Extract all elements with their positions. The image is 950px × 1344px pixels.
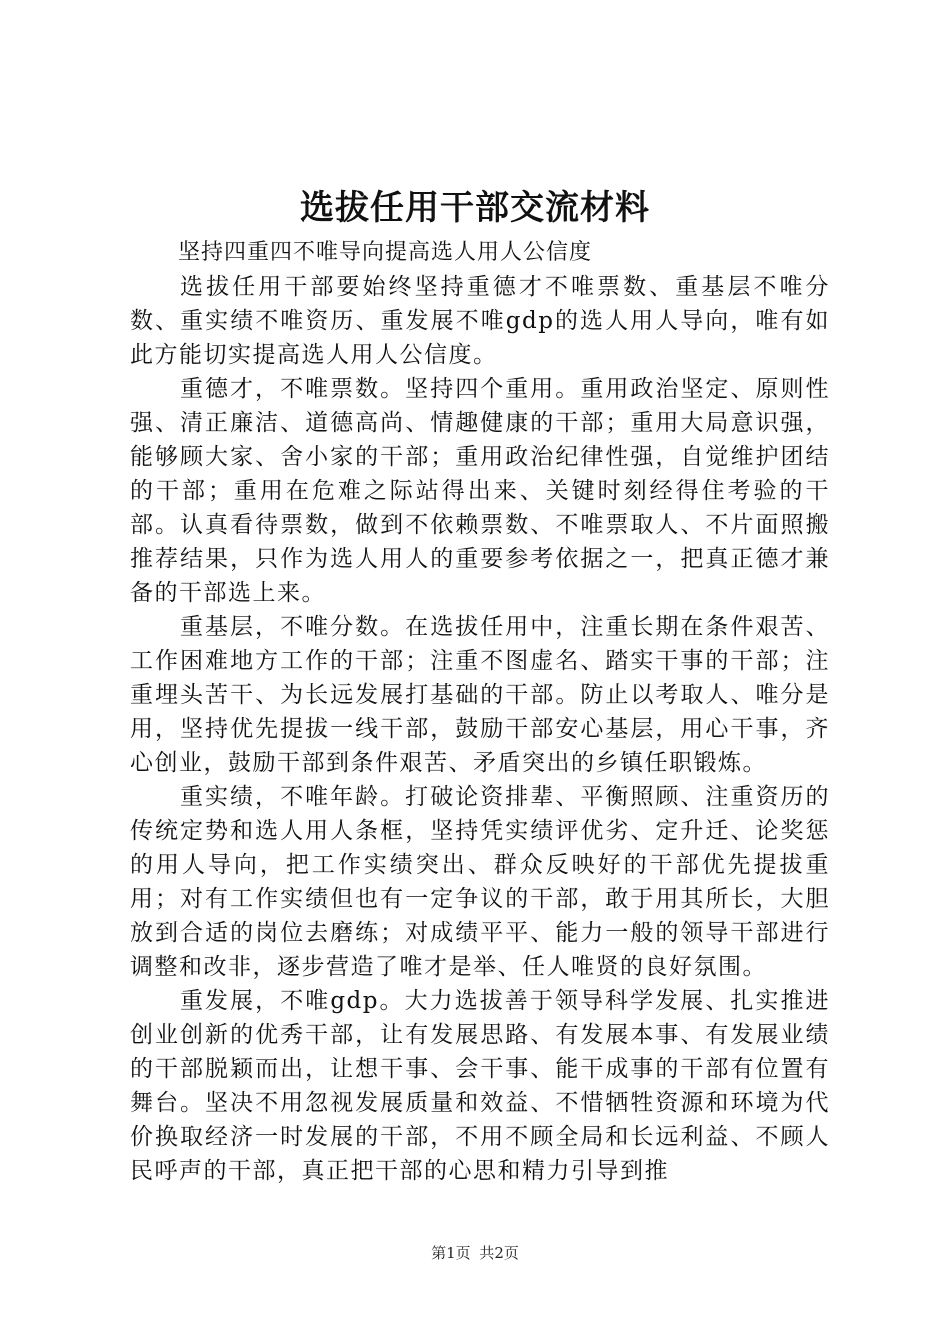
document-subtitle: 坚持四重四不唯导向提高选人用人公信度 [178, 240, 593, 265]
paragraph-grassroots: 重基层，不唯分数。在选拔任用中，注重长期在条件艰苦、工作困难地方工作的干部；注重不图虚名、踏实干事的干部；注重埋头苦干、为长远发展打基础的干部。防止以考取人、唯分是用，坚持优先提拔一线干部，鼓励干部安心基层，用心干事，齐心创业，鼓励干部到条件艰苦、矛盾突出的乡镇任职锻炼。 [130, 614, 830, 776]
paragraph-intro: 选拔任用干部要始终坚持重德才不唯票数、重基层不唯分数、重实绩不唯资历、重发展不唯gdp的选人用人导向，唯有如此方能切实提高选人用人公信度。 [130, 274, 830, 368]
paragraph-virtue: 重德才，不唯票数。坚持四个重用。重用政治坚定、原则性强、清正廉洁、道德高尚、情趣健康的干部；重用大局意识强，能够顾大家、舍小家的干部；重用政治纪律性强，自觉维护团结的干部；重用在危难之际站得出来、关键时刻经得住考验的干部。认真看待票数，做到不依赖票数、不唯票取人、不片面照搬推荐结果，只作为选人用人的重要参考依据之一，把真正德才兼备的干部选上来。 [130, 376, 830, 606]
paragraph-performance: 重实绩，不唯年龄。打破论资排辈、平衡照顾、注重资历的传统定势和选人用人条框，坚持凭实绩评优劣、定升迁、论奖惩的用人导向，把工作实绩突出、群众反映好的干部优先提拔重用；对有工作实绩但也有一定争议的干部，敢于用其所长，大胆放到合适的岗位去磨练；对成绩平平、能力一般的领导干部进行调整和改非，逐步营造了唯才是举、任人唯贤的良好氛围。 [130, 784, 830, 980]
page-number-total: 共2页 [479, 1244, 519, 1262]
page-number-current: 第1页 [431, 1244, 471, 1262]
document-body [130, 236, 830, 1188]
document-title: 选拔任用干部交流材料 [300, 188, 650, 228]
paragraph-development: 重发展，不唯gdp。大力选拔善于领导科学发展、扎实推进创业创新的优秀干部，让有发展思路、有发展本事、有发展业绩的干部脱颖而出，让想干事、会干事、能干成事的干部有位置有舞台。坚决不用忽视发展质量和效益、不惜牺牲资源和环境为代价换取经济一时发展的干部，不用不顾全局和长远利益、不顾人民呼声的干部，真正把干部的心思和精力引导到推 [130, 988, 830, 1184]
page-footer [0, 1243, 950, 1263]
